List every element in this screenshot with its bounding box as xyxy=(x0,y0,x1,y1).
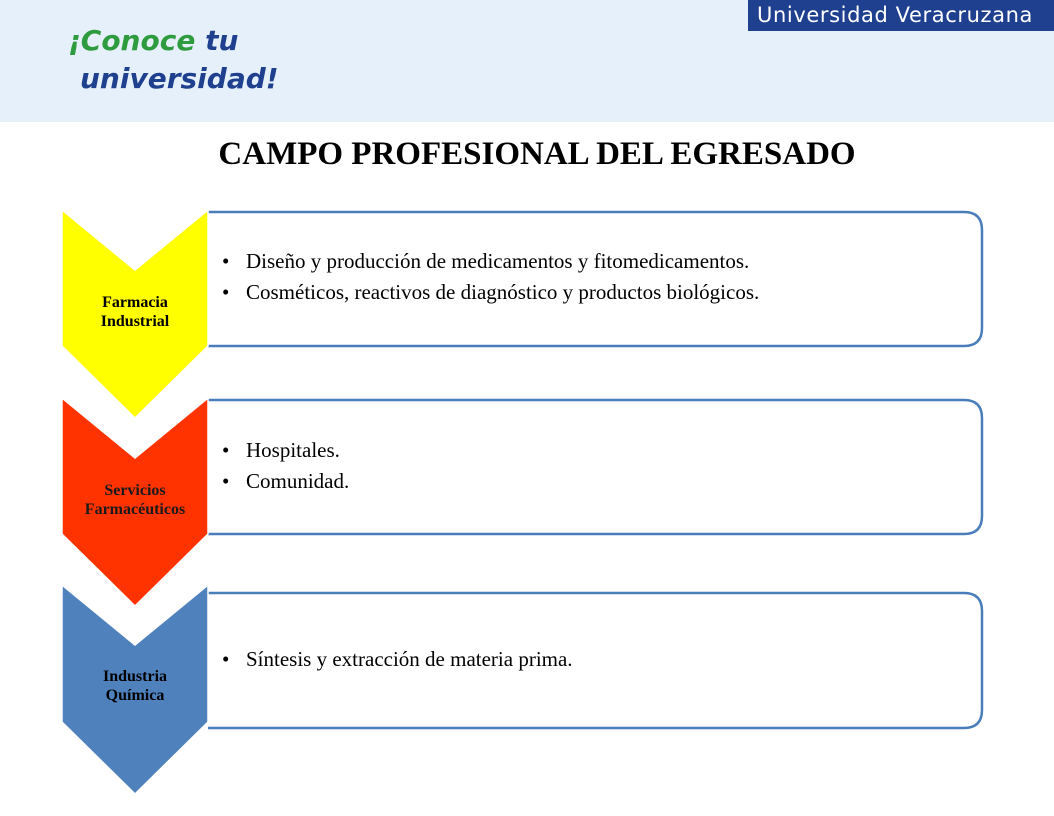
institution-banner: Universidad Veracruzana xyxy=(748,0,1054,31)
chevron-label-line: Farmacéuticos xyxy=(84,501,186,518)
bullet-item: • Síntesis y extracción de materia prima. xyxy=(222,644,573,675)
bullet-list-2 xyxy=(222,435,349,497)
bullet-list-3 xyxy=(222,644,573,675)
logo-prefix: ¡Conoce xyxy=(68,24,206,57)
logo-accent: tu xyxy=(205,24,239,57)
logo-word: universidad xyxy=(80,62,266,95)
bullet-item: • Cosméticos, reactivos de diagnóstico y productos biológicos. xyxy=(222,277,759,308)
page-title: CAMPO PROFESIONAL DEL EGRESADO xyxy=(218,136,856,172)
chevron-label-line: Industrial xyxy=(100,313,170,330)
bullet-item: • Diseño y producción de medicamentos y fitomedicamentos. xyxy=(222,246,759,277)
bullet-list-1 xyxy=(222,246,759,308)
bullet-item: • Hospitales. xyxy=(222,435,349,466)
chevron-label-line: Farmacia xyxy=(102,294,168,311)
chevron-label-line: Industria xyxy=(102,668,168,685)
chevron-label-2 xyxy=(60,481,210,519)
logo-exclamation: ! xyxy=(265,62,279,95)
bullet-item: • Comunidad. xyxy=(222,466,349,497)
chevron-label-line: Química xyxy=(105,687,165,704)
chevron-label-1 xyxy=(60,293,210,331)
chevron-label-3 xyxy=(60,667,210,705)
chevron-label-line: Servicios xyxy=(104,482,166,499)
